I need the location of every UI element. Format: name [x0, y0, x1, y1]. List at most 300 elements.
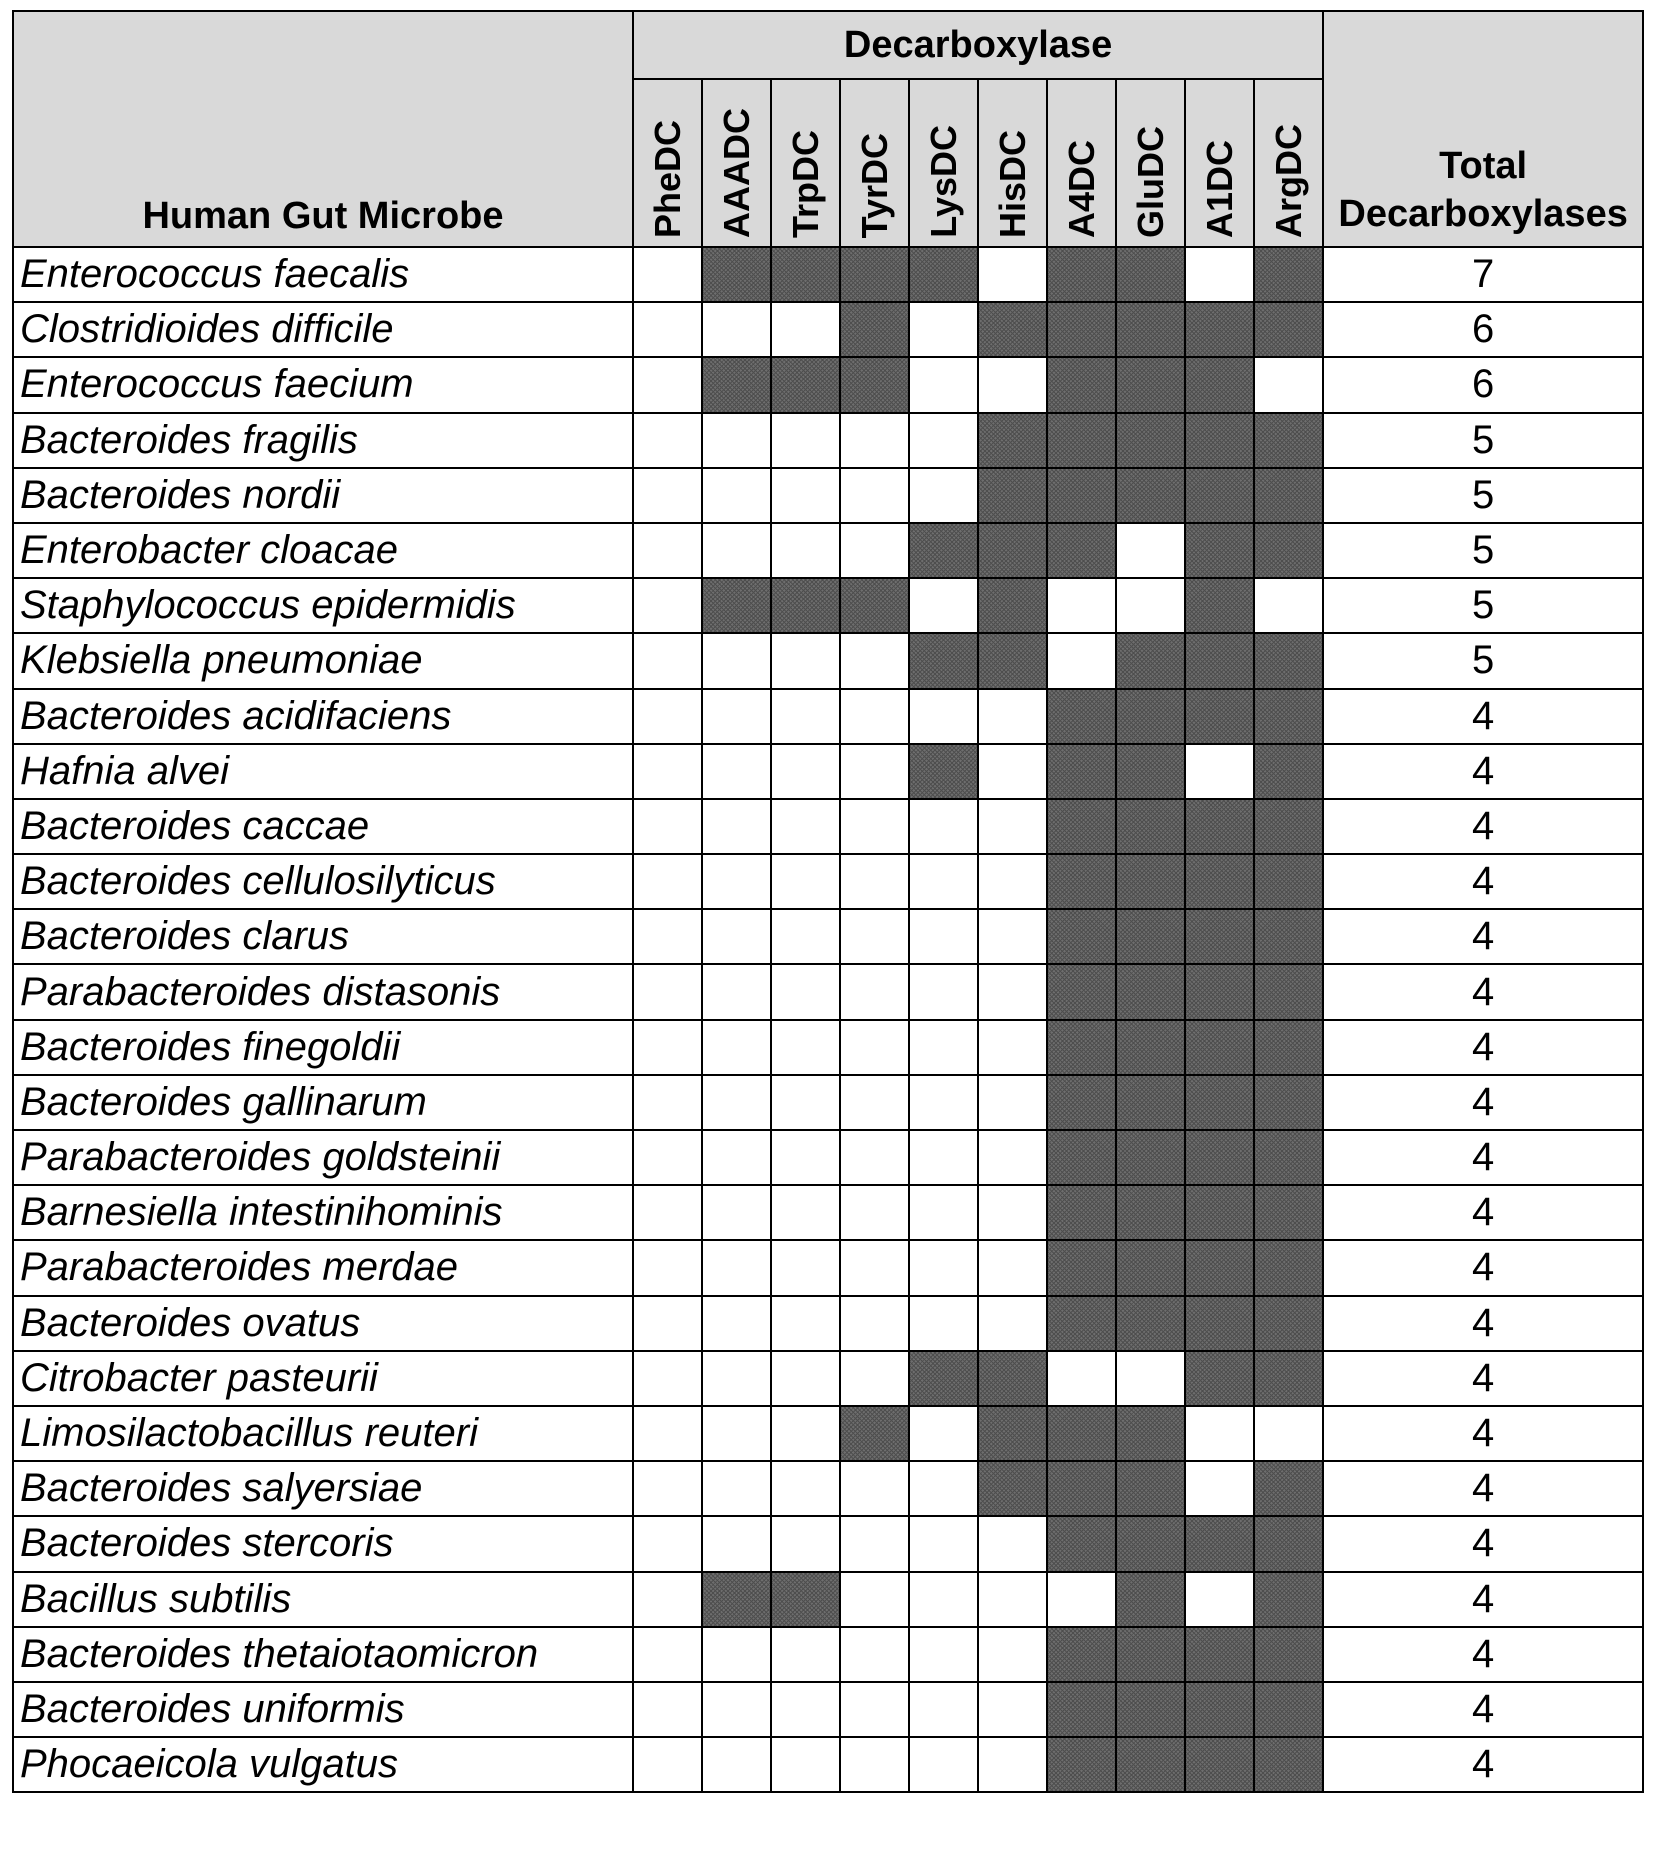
microbe-name: Klebsiella pneumoniae [13, 633, 633, 688]
cell-argdc-present [1254, 909, 1323, 964]
total-count: 5 [1323, 468, 1643, 523]
cell-a1dc-present [1185, 1185, 1254, 1240]
cell-gludc-present [1116, 1020, 1185, 1075]
cell-tyrdc-absent [840, 1240, 909, 1295]
microbe-name: Bacteroides caccae [13, 799, 633, 854]
microbe-name: Bacteroides gallinarum [13, 1075, 633, 1130]
microbe-name: Bacteroides finegoldii [13, 1020, 633, 1075]
cell-phedc-absent [633, 1130, 702, 1185]
total-count: 4 [1323, 1516, 1643, 1571]
microbe-name: Bacillus subtilis [13, 1572, 633, 1627]
microbe-name: Hafnia alvei [13, 744, 633, 799]
cell-aaadc-present [702, 1572, 771, 1627]
table-row [13, 1682, 1643, 1737]
microbe-name: Bacteroides acidifaciens [13, 689, 633, 744]
cell-a1dc-present [1185, 1627, 1254, 1682]
cell-lysdc-absent [909, 799, 978, 854]
cell-a1dc-present [1185, 1020, 1254, 1075]
total-count: 4 [1323, 1130, 1643, 1185]
cell-aaadc-absent [702, 744, 771, 799]
cell-a1dc-present [1185, 1516, 1254, 1571]
cell-gludc-absent [1116, 523, 1185, 578]
cell-phedc-absent [633, 689, 702, 744]
microbe-name: Bacteroides fragilis [13, 413, 633, 468]
cell-hisdc-absent [978, 1185, 1047, 1240]
cell-phedc-absent [633, 1682, 702, 1737]
cell-a4dc-present [1047, 1075, 1116, 1130]
cell-a1dc-absent [1185, 1461, 1254, 1516]
cell-trpdc-absent [771, 523, 840, 578]
cell-lysdc-absent [909, 909, 978, 964]
cell-a4dc-present [1047, 1240, 1116, 1295]
cell-aaadc-present [702, 247, 771, 302]
cell-lysdc-present [909, 744, 978, 799]
cell-trpdc-absent [771, 1682, 840, 1737]
cell-argdc-present [1254, 1682, 1323, 1737]
table-row [13, 578, 1643, 633]
total-count: 5 [1323, 523, 1643, 578]
cell-trpdc-absent [771, 1185, 840, 1240]
cell-argdc-present [1254, 1075, 1323, 1130]
table-row [13, 744, 1643, 799]
cell-a1dc-present [1185, 799, 1254, 854]
cell-aaadc-absent [702, 1075, 771, 1130]
cell-gludc-present [1116, 247, 1185, 302]
cell-a4dc-present [1047, 1737, 1116, 1792]
cell-phedc-absent [633, 1406, 702, 1461]
cell-hisdc-absent [978, 1130, 1047, 1185]
microbe-name: Citrobacter pasteurii [13, 1351, 633, 1406]
cell-gludc-present [1116, 1572, 1185, 1627]
cell-lysdc-absent [909, 1406, 978, 1461]
total-count: 4 [1323, 909, 1643, 964]
column-header-label: GluDC [1129, 126, 1171, 238]
cell-lysdc-absent [909, 1682, 978, 1737]
cell-trpdc-present [771, 357, 840, 412]
cell-lysdc-present [909, 1351, 978, 1406]
cell-lysdc-present [909, 523, 978, 578]
cell-aaadc-absent [702, 964, 771, 1019]
cell-phedc-absent [633, 1296, 702, 1351]
cell-gludc-present [1116, 1185, 1185, 1240]
table-row [13, 302, 1643, 357]
cell-lysdc-absent [909, 468, 978, 523]
cell-hisdc-present [978, 523, 1047, 578]
cell-gludc-present [1116, 413, 1185, 468]
table-row [13, 357, 1643, 412]
column-header-argdc [1254, 79, 1323, 247]
cell-hisdc-absent [978, 247, 1047, 302]
cell-lysdc-absent [909, 1020, 978, 1075]
cell-gludc-present [1116, 1461, 1185, 1516]
cell-lysdc-absent [909, 1461, 978, 1516]
cell-trpdc-absent [771, 1075, 840, 1130]
cell-tyrdc-absent [840, 1737, 909, 1792]
microbe-name: Clostridioides difficile [13, 302, 633, 357]
cell-a4dc-present [1047, 413, 1116, 468]
cell-a4dc-absent [1047, 578, 1116, 633]
cell-aaadc-absent [702, 1737, 771, 1792]
cell-a4dc-present [1047, 854, 1116, 909]
cell-gludc-present [1116, 357, 1185, 412]
cell-a1dc-present [1185, 633, 1254, 688]
cell-gludc-present [1116, 799, 1185, 854]
table-row [13, 468, 1643, 523]
total-count: 4 [1323, 1406, 1643, 1461]
cell-argdc-present [1254, 854, 1323, 909]
total-count: 4 [1323, 1020, 1643, 1075]
cell-gludc-present [1116, 468, 1185, 523]
cell-argdc-present [1254, 1240, 1323, 1295]
cell-gludc-present [1116, 1240, 1185, 1295]
cell-a1dc-present [1185, 964, 1254, 1019]
total-count: 4 [1323, 1296, 1643, 1351]
cell-a1dc-absent [1185, 744, 1254, 799]
cell-a4dc-present [1047, 744, 1116, 799]
cell-phedc-absent [633, 854, 702, 909]
cell-a4dc-present [1047, 1020, 1116, 1075]
cell-tyrdc-absent [840, 1572, 909, 1627]
cell-tyrdc-absent [840, 1682, 909, 1737]
cell-a4dc-present [1047, 1682, 1116, 1737]
cell-a4dc-present [1047, 1461, 1116, 1516]
microbe-name: Phocaeicola vulgatus [13, 1737, 633, 1792]
cell-aaadc-present [702, 357, 771, 412]
cell-tyrdc-absent [840, 909, 909, 964]
total-count: 4 [1323, 1682, 1643, 1737]
cell-tyrdc-present [840, 578, 909, 633]
cell-argdc-present [1254, 302, 1323, 357]
cell-argdc-present [1254, 1351, 1323, 1406]
header-total-line-2: Decarboxylases [1338, 192, 1628, 235]
cell-argdc-present [1254, 1296, 1323, 1351]
cell-argdc-present [1254, 1461, 1323, 1516]
cell-argdc-present [1254, 1516, 1323, 1571]
cell-a1dc-present [1185, 1737, 1254, 1792]
microbe-name: Enterococcus faecalis [13, 247, 633, 302]
microbe-name: Bacteroides nordii [13, 468, 633, 523]
header-human-gut-microbe: Human Gut Microbe [13, 11, 633, 247]
cell-tyrdc-absent [840, 523, 909, 578]
table-row [13, 1572, 1643, 1627]
microbe-name: Bacteroides ovatus [13, 1296, 633, 1351]
cell-lysdc-absent [909, 1296, 978, 1351]
microbe-name: Bacteroides uniformis [13, 1682, 633, 1737]
cell-a1dc-present [1185, 689, 1254, 744]
cell-a4dc-absent [1047, 633, 1116, 688]
cell-lysdc-absent [909, 578, 978, 633]
column-header-lysdc [909, 79, 978, 247]
cell-lysdc-absent [909, 1572, 978, 1627]
cell-aaadc-absent [702, 468, 771, 523]
cell-hisdc-absent [978, 1627, 1047, 1682]
table-row [13, 1516, 1643, 1571]
cell-phedc-absent [633, 523, 702, 578]
cell-argdc-present [1254, 744, 1323, 799]
cell-argdc-absent [1254, 578, 1323, 633]
cell-aaadc-absent [702, 1516, 771, 1571]
cell-aaadc-absent [702, 1351, 771, 1406]
cell-trpdc-absent [771, 1516, 840, 1571]
cell-trpdc-absent [771, 1406, 840, 1461]
cell-lysdc-absent [909, 1240, 978, 1295]
cell-hisdc-present [978, 1406, 1047, 1461]
total-count: 4 [1323, 1351, 1643, 1406]
cell-phedc-absent [633, 744, 702, 799]
cell-a1dc-present [1185, 854, 1254, 909]
cell-a1dc-present [1185, 1351, 1254, 1406]
cell-trpdc-absent [771, 1240, 840, 1295]
cell-argdc-present [1254, 964, 1323, 1019]
cell-gludc-present [1116, 1406, 1185, 1461]
cell-tyrdc-absent [840, 413, 909, 468]
cell-a4dc-present [1047, 247, 1116, 302]
cell-hisdc-absent [978, 1240, 1047, 1295]
cell-trpdc-absent [771, 1351, 840, 1406]
cell-argdc-present [1254, 633, 1323, 688]
cell-aaadc-absent [702, 909, 771, 964]
cell-aaadc-absent [702, 1461, 771, 1516]
cell-hisdc-present [978, 413, 1047, 468]
cell-aaadc-absent [702, 854, 771, 909]
cell-hisdc-present [978, 468, 1047, 523]
cell-a1dc-present [1185, 909, 1254, 964]
total-count: 6 [1323, 357, 1643, 412]
cell-lysdc-present [909, 247, 978, 302]
cell-a4dc-present [1047, 1185, 1116, 1240]
table-row [13, 964, 1643, 1019]
cell-argdc-absent [1254, 357, 1323, 412]
cell-a1dc-absent [1185, 247, 1254, 302]
table-row [13, 1020, 1643, 1075]
cell-aaadc-absent [702, 1682, 771, 1737]
cell-aaadc-absent [702, 799, 771, 854]
cell-hisdc-absent [978, 854, 1047, 909]
cell-gludc-present [1116, 1627, 1185, 1682]
total-count: 5 [1323, 578, 1643, 633]
cell-hisdc-present [978, 1351, 1047, 1406]
cell-gludc-present [1116, 302, 1185, 357]
microbe-name: Limosilactobacillus reuteri [13, 1406, 633, 1461]
cell-a4dc-present [1047, 468, 1116, 523]
column-header-a4dc [1047, 79, 1116, 247]
cell-phedc-absent [633, 1020, 702, 1075]
cell-tyrdc-present [840, 1406, 909, 1461]
cell-a4dc-present [1047, 302, 1116, 357]
total-count: 4 [1323, 744, 1643, 799]
cell-a4dc-present [1047, 1130, 1116, 1185]
cell-tyrdc-absent [840, 964, 909, 1019]
cell-gludc-present [1116, 1296, 1185, 1351]
cell-tyrdc-absent [840, 1075, 909, 1130]
cell-phedc-absent [633, 1572, 702, 1627]
cell-tyrdc-absent [840, 744, 909, 799]
column-header-hisdc [978, 79, 1047, 247]
cell-a4dc-present [1047, 964, 1116, 1019]
cell-tyrdc-absent [840, 689, 909, 744]
column-header-label: A4DC [1060, 139, 1102, 238]
cell-trpdc-absent [771, 799, 840, 854]
cell-trpdc-present [771, 247, 840, 302]
cell-a4dc-absent [1047, 1572, 1116, 1627]
column-header-trpdc [771, 79, 840, 247]
cell-aaadc-absent [702, 523, 771, 578]
cell-aaadc-absent [702, 1296, 771, 1351]
column-header-label: TyrDC [853, 132, 895, 238]
cell-argdc-absent [1254, 1406, 1323, 1461]
cell-hisdc-absent [978, 1516, 1047, 1571]
cell-lysdc-absent [909, 413, 978, 468]
cell-a1dc-present [1185, 413, 1254, 468]
cell-trpdc-absent [771, 468, 840, 523]
total-count: 4 [1323, 1075, 1643, 1130]
cell-argdc-present [1254, 413, 1323, 468]
cell-lysdc-absent [909, 854, 978, 909]
table-row [13, 247, 1643, 302]
column-header-phedc [633, 79, 702, 247]
cell-tyrdc-absent [840, 1516, 909, 1571]
cell-hisdc-present [978, 302, 1047, 357]
cell-argdc-present [1254, 1737, 1323, 1792]
cell-phedc-absent [633, 1185, 702, 1240]
cell-trpdc-present [771, 1572, 840, 1627]
cell-aaadc-absent [702, 1627, 771, 1682]
microbe-name: Parabacteroides distasonis [13, 964, 633, 1019]
column-header-label: HisDC [991, 129, 1033, 238]
cell-hisdc-absent [978, 1075, 1047, 1130]
cell-argdc-present [1254, 468, 1323, 523]
total-count: 4 [1323, 799, 1643, 854]
header-total-line-1: Total [1439, 145, 1528, 187]
microbe-name: Parabacteroides goldsteinii [13, 1130, 633, 1185]
cell-hisdc-absent [978, 689, 1047, 744]
microbe-name: Staphylococcus epidermidis [13, 578, 633, 633]
cell-phedc-absent [633, 578, 702, 633]
table-row [13, 1461, 1643, 1516]
total-count: 5 [1323, 413, 1643, 468]
cell-aaadc-absent [702, 1240, 771, 1295]
cell-a1dc-present [1185, 1682, 1254, 1737]
microbe-name: Enterococcus faecium [13, 357, 633, 412]
cell-aaadc-absent [702, 1406, 771, 1461]
table-row [13, 1627, 1643, 1682]
cell-a4dc-present [1047, 523, 1116, 578]
cell-a4dc-present [1047, 799, 1116, 854]
cell-trpdc-absent [771, 1296, 840, 1351]
cell-hisdc-absent [978, 1296, 1047, 1351]
total-count: 4 [1323, 964, 1643, 1019]
column-header-label: TrpDC [784, 130, 826, 238]
cell-phedc-absent [633, 357, 702, 412]
table-row [13, 413, 1643, 468]
table-row [13, 1296, 1643, 1351]
cell-hisdc-absent [978, 357, 1047, 412]
cell-tyrdc-absent [840, 633, 909, 688]
table-row [13, 689, 1643, 744]
cell-argdc-present [1254, 1185, 1323, 1240]
cell-trpdc-absent [771, 689, 840, 744]
cell-trpdc-absent [771, 909, 840, 964]
table-row [13, 1130, 1643, 1185]
cell-argdc-present [1254, 247, 1323, 302]
cell-phedc-absent [633, 964, 702, 1019]
table-row [13, 854, 1643, 909]
cell-gludc-present [1116, 1682, 1185, 1737]
cell-a1dc-present [1185, 1130, 1254, 1185]
cell-trpdc-absent [771, 1130, 840, 1185]
cell-tyrdc-absent [840, 1020, 909, 1075]
cell-tyrdc-absent [840, 1185, 909, 1240]
cell-a1dc-absent [1185, 1406, 1254, 1461]
cell-hisdc-absent [978, 799, 1047, 854]
cell-trpdc-absent [771, 413, 840, 468]
cell-phedc-absent [633, 468, 702, 523]
cell-aaadc-present [702, 578, 771, 633]
cell-tyrdc-absent [840, 799, 909, 854]
cell-gludc-present [1116, 964, 1185, 1019]
column-header-label: LysDC [922, 125, 964, 238]
cell-tyrdc-present [840, 357, 909, 412]
cell-gludc-present [1116, 1516, 1185, 1571]
microbe-name: Enterobacter cloacae [13, 523, 633, 578]
header-decarboxylase: Decarboxylase [633, 11, 1323, 79]
cell-hisdc-absent [978, 1682, 1047, 1737]
cell-gludc-absent [1116, 1351, 1185, 1406]
cell-argdc-present [1254, 523, 1323, 578]
cell-lysdc-absent [909, 357, 978, 412]
cell-a4dc-present [1047, 357, 1116, 412]
cell-lysdc-absent [909, 1130, 978, 1185]
cell-a4dc-present [1047, 1296, 1116, 1351]
table-row [13, 1075, 1643, 1130]
total-count: 4 [1323, 1572, 1643, 1627]
cell-aaadc-absent [702, 302, 771, 357]
cell-a1dc-absent [1185, 1572, 1254, 1627]
cell-gludc-present [1116, 1075, 1185, 1130]
table-row [13, 1185, 1643, 1240]
cell-argdc-present [1254, 1130, 1323, 1185]
cell-phedc-absent [633, 1240, 702, 1295]
table-row [13, 1406, 1643, 1461]
cell-gludc-present [1116, 1737, 1185, 1792]
cell-gludc-present [1116, 689, 1185, 744]
cell-a1dc-present [1185, 523, 1254, 578]
cell-tyrdc-absent [840, 1130, 909, 1185]
cell-tyrdc-present [840, 247, 909, 302]
cell-tyrdc-absent [840, 1461, 909, 1516]
cell-a4dc-present [1047, 1627, 1116, 1682]
cell-phedc-absent [633, 247, 702, 302]
microbe-name: Bacteroides clarus [13, 909, 633, 964]
cell-argdc-present [1254, 689, 1323, 744]
microbe-name: Parabacteroides merdae [13, 1240, 633, 1295]
cell-a4dc-absent [1047, 1351, 1116, 1406]
cell-a1dc-present [1185, 468, 1254, 523]
cell-phedc-absent [633, 1627, 702, 1682]
cell-phedc-absent [633, 413, 702, 468]
cell-a1dc-present [1185, 302, 1254, 357]
cell-phedc-absent [633, 799, 702, 854]
cell-gludc-present [1116, 1130, 1185, 1185]
cell-phedc-absent [633, 1737, 702, 1792]
column-header-label: ArgDC [1267, 124, 1309, 238]
column-header-a1dc [1185, 79, 1254, 247]
cell-gludc-present [1116, 744, 1185, 799]
cell-phedc-absent [633, 1075, 702, 1130]
cell-lysdc-absent [909, 1737, 978, 1792]
cell-aaadc-absent [702, 1185, 771, 1240]
cell-a1dc-present [1185, 1240, 1254, 1295]
